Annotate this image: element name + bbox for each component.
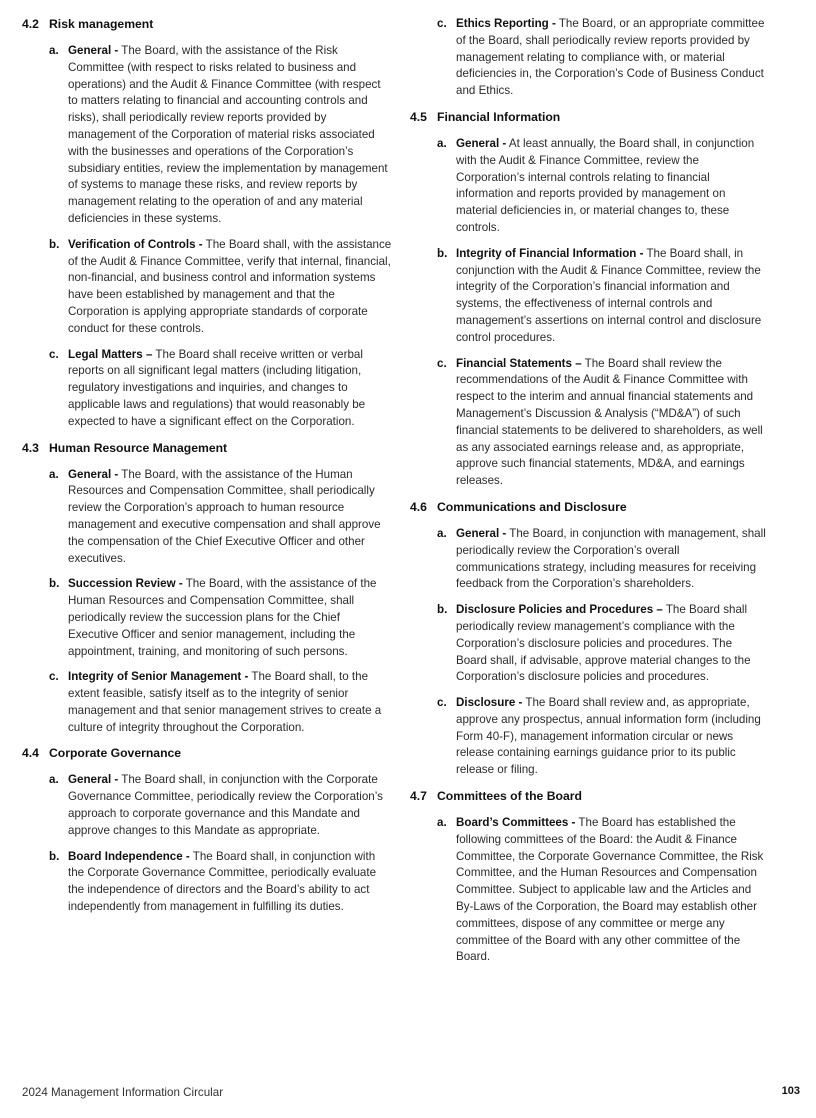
item-title: Integrity of Financial Information - xyxy=(456,246,644,260)
list-item xyxy=(22,43,392,228)
item-title: Integrity of Senior Management - xyxy=(68,670,249,684)
item-title: Legal Matters – xyxy=(68,347,153,361)
list-item xyxy=(410,246,766,347)
item-title: Ethics Reporting - xyxy=(456,17,556,30)
right-column xyxy=(410,16,766,975)
item-text: The Board shall, in conjunction with the Audit & Finance Committee, review the integrity of the Corporation’s financial information and systems, the effectiveness of internal controls and management’s assertions on internal control and disclosure control procedures. xyxy=(456,246,762,344)
item-text: The Board, with the assistance of the Human Resources and Compensation Committee, shall periodically review the Corporation’s approach to human resource management and executive compensation and shall approve the compensation of the Chief Executive Officer and other executives. xyxy=(68,467,381,565)
section-number: 4.5 xyxy=(410,109,427,124)
list-item xyxy=(22,576,392,660)
item-text: At least annually, the Board shall, in conjunction with the Audit & Finance Committee, review the Corporation’s internal controls relating to financial information and reports provided by management on material deficiencies in, or material changes to, these controls. xyxy=(456,136,755,234)
list-item xyxy=(410,136,766,237)
section-number: 4.6 xyxy=(410,499,427,514)
item-text: The Board shall, to the extent feasible, satisfy itself as to the integrity of senior management and that senior management strives to create a culture of integrity throughout the Corporation. xyxy=(68,670,382,734)
list-item xyxy=(22,772,392,839)
left-column xyxy=(22,16,392,925)
list-item xyxy=(22,467,392,568)
section-4-7 xyxy=(410,788,766,966)
item-title: Disclosure Policies and Procedures – xyxy=(456,603,663,617)
item-title: General - xyxy=(68,773,119,787)
section-title: Communications and Disclosure xyxy=(437,499,627,514)
item-letter: c. xyxy=(49,347,59,361)
item-letter: a. xyxy=(437,526,447,540)
list-item xyxy=(22,849,392,916)
item-title: General - xyxy=(68,44,119,57)
item-letter: c. xyxy=(437,356,447,370)
item-text: The Board, with the assistance of the Human Resources and Compensation Committee, shall periodically review the succession plans for the Chief Executive Officer and senior management, including the appointment, training, and monitoring of such persons. xyxy=(68,577,377,658)
section-4-6 xyxy=(410,499,766,779)
item-title: Board Independence - xyxy=(68,849,190,863)
section-number: 4.7 xyxy=(410,789,427,804)
item-title: Succession Review - xyxy=(68,577,183,591)
section-title: Committees of the Board xyxy=(437,789,582,804)
item-title: Board’s Committees - xyxy=(456,816,576,830)
item-title: General - xyxy=(456,526,507,540)
list-item xyxy=(410,695,766,779)
item-title: Disclosure - xyxy=(456,696,523,710)
section-number: 4.4 xyxy=(22,746,39,761)
page-number: 103 xyxy=(781,1085,800,1097)
section-4-2 xyxy=(22,16,392,431)
item-letter: b. xyxy=(437,246,448,260)
section-heading xyxy=(410,788,766,805)
section-title: Financial Information xyxy=(437,109,561,124)
section-title: Corporate Governance xyxy=(49,746,182,761)
section-heading xyxy=(410,109,766,126)
list-item xyxy=(410,356,766,490)
item-letter: b. xyxy=(437,603,448,617)
item-text: The Board shall, with the assistance of the Audit & Finance Committee, verify that internal, financial, non-financial, and business control and information systems have been established by management and that the Corporation is applying appropriate standards of corporate conduct for these controls. xyxy=(68,237,392,335)
item-text: The Board shall receive written or verbal reports on all significant legal matters (including litigation, regulatory investigations and inquiries, and changes to applicable laws and regulations) that would reasonably be expected to have a significant effect on the Corporation. xyxy=(68,347,366,428)
item-letter: a. xyxy=(49,773,59,787)
section-heading xyxy=(22,440,392,457)
item-letter: a. xyxy=(49,467,59,481)
item-title: General - xyxy=(456,136,507,150)
list-item xyxy=(410,526,766,593)
item-letter: b. xyxy=(49,237,60,251)
item-text: The Board, or an appropriate committee of the Board, shall periodically review reports provided by management relating to compliance with, or material deficiencies in, the Corporation’s Code of Business Conduct and Ethics. xyxy=(456,17,765,98)
item-letter: a. xyxy=(437,136,447,150)
item-title: Financial Statements – xyxy=(456,356,582,370)
item-letter: c. xyxy=(437,696,447,710)
section-number: 4.3 xyxy=(22,440,39,455)
item-text: The Board shall, in conjunction with the Corporate Governance Committee, periodically review the Corporation’s approach to corporate governance and this Mandate and approve changes to this Mandate as appropriate. xyxy=(68,773,383,837)
item-text: The Board shall, in conjunction with the Corporate Governance Committee, periodically evaluate the independence of directors and the Board’s ability to act independently from management in fulfilling its duties. xyxy=(68,849,377,914)
list-item xyxy=(22,347,392,431)
section-title: Human Resource Management xyxy=(49,440,228,455)
item-text: The Board, in conjunction with management, shall periodically review the Corporation’s overall communications strategy, including measures for receiving feedback from the Corporation’s shareholders. xyxy=(456,526,766,591)
item-letter: a. xyxy=(49,44,59,57)
section-4-3 xyxy=(22,440,392,737)
list-item xyxy=(410,602,766,686)
section-heading xyxy=(410,499,766,516)
section-4-5 xyxy=(410,109,766,490)
item-title: Verification of Controls - xyxy=(68,237,203,251)
item-letter: b. xyxy=(49,577,60,591)
item-letter: c. xyxy=(437,17,447,30)
item-text: The Board shall periodically review management’s compliance with the Corporation’s disclosure policies and procedures. The Board shall, if advisable, approve material changes to the Corporation’s disclosure policies and procedures. xyxy=(456,603,751,684)
section-heading xyxy=(22,16,392,33)
list-item xyxy=(22,237,392,338)
list-item xyxy=(410,16,766,100)
item-letter: b. xyxy=(49,849,60,863)
list-item xyxy=(410,815,766,966)
item-text: The Board, with the assistance of the Risk Committee (with respect to risks related to business and operations) and the Audit & Finance Committee (with respect to matters relating to financial and accounting controls and risks), shall periodically review reports provided by management of the Corporation of material risks associated with the businesses and operations of the Corporation’s subsidiary entities, review the implementation by management of systems to manage these risks, and review reports by management relating to the operation of and any material deficiencies in these systems. xyxy=(68,44,388,225)
section-number: 4.2 xyxy=(22,17,39,31)
list-item xyxy=(22,669,392,736)
item-letter: a. xyxy=(437,816,447,830)
section-4-4 xyxy=(22,745,392,915)
item-text: The Board shall review and, as appropriate, approve any prospectus, annual information form (including Form 40-F), management information circular or news release containing earnings guidance prior to its public release or filing. xyxy=(456,696,761,777)
footer-document-title: 2024 Management Information Circular xyxy=(22,1086,224,1099)
item-text: The Board has established the following committees of the Board: the Audit & Finance Committee, the Corporate Governance Committee, the Risk Committee, and the Human Resources and Compensation Committee. Subject to applicable law and the Articles and By-Laws of the Corporation, the Board may establish other committees, dispose of any committee or merge any committee of the Board with any other committee of the Board. xyxy=(456,816,764,964)
section-title: Risk management xyxy=(49,17,154,31)
item-text: The Board shall review the recommendations of the Audit & Finance Committee with respect to the interim and annual financial statements and Management’s Discussion & Analysis (“MD&A”) of such financial statements to be delivered to shareholders, as well as any associated earnings release and, as appropriate, approve such financial statements, MD&A, and earnings releases. xyxy=(456,356,763,488)
item-title: General - xyxy=(68,467,119,481)
section-heading xyxy=(22,745,392,762)
item-letter: c. xyxy=(49,670,59,684)
